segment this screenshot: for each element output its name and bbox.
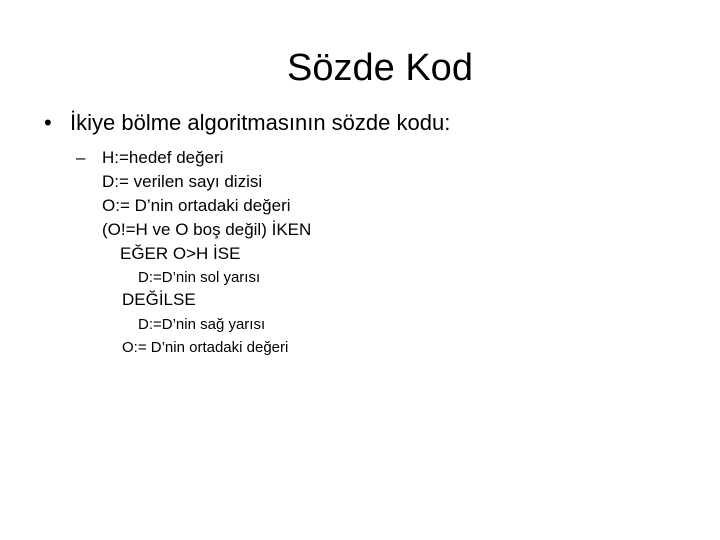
code-line: O:= D’nin ortadaki değeri [122,339,289,356]
code-line: H:=hedef değeri [102,148,224,167]
code-line: (O!=H ve O boş değil) İKEN [102,220,312,239]
code-line: D:=D’nin sol yarısı [138,269,261,286]
code-line: D:= verilen sayı dizisi [102,172,263,191]
code-line: DEĞİLSE [122,290,196,309]
code-line: D:=D’nin sağ yarısı [138,316,266,333]
bullet-item [44,108,450,138]
bullet-marker: • [44,110,52,135]
code-line: EĞER O>H İSE [120,244,241,263]
bullet-text: İkiye bölme algoritmasının sözde kodu: [70,110,451,135]
code-line: O:= D’nin ortadaki değeri [102,196,291,215]
sub-bullet-marker: – [76,148,86,167]
slide-title: Sözde Kod [287,47,473,89]
